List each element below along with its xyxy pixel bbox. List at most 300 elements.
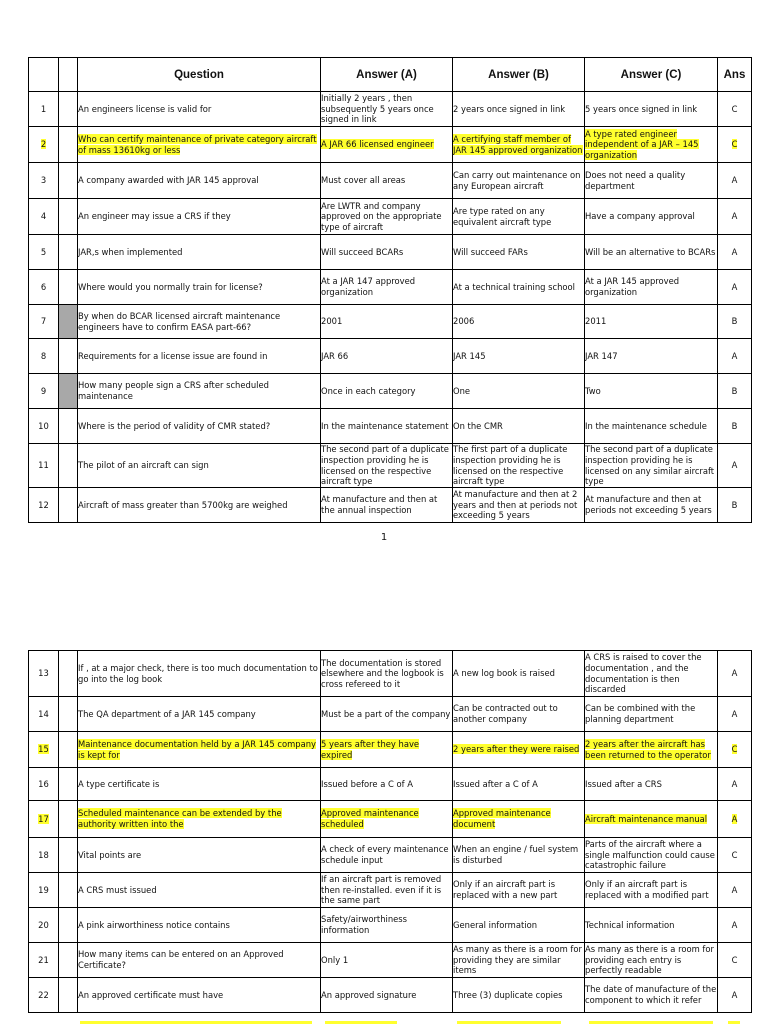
answer-a-cell (321, 801, 453, 838)
answer-c: Can be combined with the planning department (585, 703, 696, 724)
question-text: Scheduled maintenance can be extended by the authority written into the (78, 808, 282, 829)
question-text-cell (78, 92, 321, 127)
answer-a: An approved signature (321, 989, 417, 1000)
answer-a: At a JAR 147 approved organization (321, 276, 416, 297)
answer-a: A check of every maintenance schedule input (321, 844, 449, 865)
question-number-cell (29, 651, 59, 697)
question-text: JAR,s when implemented (78, 246, 183, 257)
question-row (29, 305, 752, 339)
answer-b: Three (3) duplicate copies (453, 989, 563, 1000)
correct-answer: A (731, 778, 738, 789)
question-table-body-page-1 (29, 92, 752, 523)
answer-b-cell (453, 838, 585, 873)
question-text: An engineer may issue a CRS if they (78, 211, 231, 222)
question-number-cell (29, 305, 59, 339)
question-row (29, 873, 752, 908)
question-row (29, 801, 752, 838)
correct-answer: B (731, 499, 738, 510)
answer-c: At manufacture and then at periods not exceeding 5 years (585, 494, 712, 515)
question-row (29, 374, 752, 409)
answer-c-cell (585, 838, 718, 873)
answer-c: 5 years once signed in link (585, 103, 698, 114)
answer-c: As many as there is a room for providing each entry is perfectly readable (585, 944, 714, 976)
answer-a: Safety/airworthiness information (321, 914, 408, 935)
correct-answer: A (731, 211, 738, 222)
question-text-cell (78, 163, 321, 199)
question-row (29, 978, 752, 1013)
answer-c-cell (585, 697, 718, 732)
correct-answer: C (731, 744, 738, 755)
row-marker-cell (59, 163, 78, 199)
row-marker-cell (59, 978, 78, 1013)
correct-answer-cell (718, 651, 752, 697)
answer-a-cell (321, 873, 453, 908)
row-marker-cell (59, 873, 78, 908)
answer-a: If an aircraft part is removed then re-installed. even if it is the same part (321, 874, 442, 906)
header-answer-b: Answer (B) (453, 58, 585, 92)
row-marker-cell (59, 305, 78, 339)
answer-c: Issued after a CRS (585, 778, 662, 789)
question-number-cell (29, 339, 59, 374)
answer-a: 2001 (321, 316, 343, 327)
question-row (29, 339, 752, 374)
answer-c-cell (585, 873, 718, 908)
answer-a: 5 years after they have expired (321, 738, 420, 760)
answer-a: Must cover all areas (321, 175, 406, 186)
question-text-cell (78, 697, 321, 732)
answer-c-cell (585, 374, 718, 409)
question-text: How many items can be entered on an Approved Certificate? (78, 949, 284, 970)
question-number: 4 (40, 211, 47, 222)
answer-b-cell (453, 768, 585, 801)
correct-answer: A (731, 668, 738, 679)
row-marker-cell (59, 488, 78, 523)
answer-c: Two (585, 385, 601, 396)
question-number-cell (29, 409, 59, 444)
answer-c: In the maintenance schedule (585, 420, 707, 431)
row-marker-cell (59, 838, 78, 873)
answer-b-cell (453, 270, 585, 305)
question-row (29, 199, 752, 235)
answer-c-cell (585, 978, 718, 1013)
answer-b-cell (453, 92, 585, 127)
answer-c: Parts of the aircraft where a single malfunction could cause catastrophic failure (585, 839, 715, 871)
question-text: How many people sign a CRS after scheduled maintenance (78, 380, 269, 401)
question-text: The QA department of a JAR 145 company (78, 708, 256, 719)
question-number: 11 (38, 460, 49, 471)
correct-answer-cell (718, 768, 752, 801)
question-text: A company awarded with JAR 145 approval (78, 175, 259, 186)
question-text-cell (78, 978, 321, 1013)
question-number-cell (29, 873, 59, 908)
answer-a: In the maintenance statement (321, 420, 449, 431)
row-marker-cell (59, 943, 78, 978)
header-answer-c: Answer (C) (585, 58, 718, 92)
header-answer-key: Ans (718, 58, 752, 92)
question-row (29, 943, 752, 978)
answer-c-cell (585, 768, 718, 801)
answer-a: JAR 66 (321, 350, 349, 361)
answer-a-cell (321, 199, 453, 235)
correct-answer-cell (718, 127, 752, 163)
answer-b: 2 years after they were raised (453, 744, 580, 755)
answer-b-cell (453, 199, 585, 235)
question-row (29, 92, 752, 127)
answer-b: Are type rated on any equivalent aircraft type (453, 205, 552, 227)
question-number: 17 (38, 813, 49, 824)
correct-answer-cell (718, 270, 752, 305)
question-text-cell (78, 305, 321, 339)
page-number: 1 (380, 532, 388, 543)
correct-answer: B (731, 420, 738, 431)
correct-answer-cell (718, 697, 752, 732)
answer-c-cell (585, 801, 718, 838)
answer-a-cell (321, 127, 453, 163)
answer-a-cell (321, 305, 453, 339)
answer-c-cell (585, 409, 718, 444)
answer-b: Only if an aircraft part is replaced with a new part (453, 879, 558, 900)
answer-c: Will be an alternative to BCARs (585, 246, 716, 257)
correct-answer-cell (718, 339, 752, 374)
question-number-cell (29, 978, 59, 1013)
answer-c: JAR 147 (585, 350, 618, 361)
correct-answer-cell (718, 163, 752, 199)
question-text: The pilot of an aircraft can sign (78, 460, 209, 471)
correct-answer-cell (718, 305, 752, 339)
answer-a-cell (321, 732, 453, 768)
row-marker-cell (59, 199, 78, 235)
answer-b-cell (453, 873, 585, 908)
question-text-cell (78, 235, 321, 270)
question-number-cell (29, 163, 59, 199)
question-number: 19 (38, 884, 49, 895)
correct-answer: A (731, 884, 738, 895)
answer-b: Issued after a C of A (453, 778, 538, 789)
question-number: 22 (38, 989, 49, 1000)
question-text-cell (78, 838, 321, 873)
correct-answer-cell (718, 409, 752, 444)
correct-answer-cell (718, 978, 752, 1013)
answer-b: The first part of a duplicate inspection providing he is licensed on the respective aircraft type (453, 444, 568, 487)
answer-a-cell (321, 163, 453, 199)
question-text-cell (78, 943, 321, 978)
correct-answer: A (731, 281, 738, 292)
correct-answer-cell (718, 838, 752, 873)
correct-answer: A (731, 460, 738, 471)
answer-a-cell (321, 908, 453, 943)
correct-answer-cell (718, 92, 752, 127)
answer-b: Can carry out maintenance on any European aircraft (453, 169, 581, 191)
correct-answer-cell (718, 235, 752, 270)
correct-answer-cell (718, 801, 752, 838)
answer-a: Once in each category (321, 385, 416, 396)
correct-answer-cell (718, 488, 752, 523)
answer-c-cell (585, 199, 718, 235)
question-text-cell (78, 339, 321, 374)
answer-a-cell (321, 978, 453, 1013)
answer-c: Have a company approval (585, 211, 695, 222)
answer-a-cell (321, 697, 453, 732)
answer-b-cell (453, 697, 585, 732)
correct-answer-cell (718, 908, 752, 943)
correct-answer: C (731, 849, 738, 860)
question-number-cell (29, 488, 59, 523)
answer-b-cell (453, 908, 585, 943)
question-text: Where is the period of validity of CMR stated? (78, 420, 271, 431)
question-row (29, 235, 752, 270)
answer-a: Will succeed BCARs (321, 246, 404, 257)
question-number: 14 (38, 708, 49, 719)
answer-b-cell (453, 978, 585, 1013)
correct-answer: B (731, 385, 738, 396)
row-marker-cell (59, 409, 78, 444)
answer-a-cell (321, 339, 453, 374)
correct-answer: A (731, 989, 738, 1000)
answer-b-cell (453, 943, 585, 978)
question-text: If , at a major check, there is too much documentation to go into the log book (78, 662, 318, 684)
answer-b: 2006 (453, 316, 475, 327)
answer-b-cell (453, 444, 585, 488)
correct-answer: C (731, 103, 738, 114)
correct-answer-cell (718, 943, 752, 978)
question-text: Where would you normally train for license? (78, 281, 263, 292)
answer-b: 2 years once signed in link (453, 103, 566, 114)
answer-b: When an engine / fuel system is disturbed (453, 844, 579, 865)
answer-c-cell (585, 305, 718, 339)
row-marker-cell (59, 339, 78, 374)
correct-answer-cell (718, 374, 752, 409)
answer-c: The second part of a duplicate inspection providing he is licensed on any similar aircraft type (585, 444, 715, 487)
question-text-cell (78, 374, 321, 409)
answer-a: A JAR 66 licensed engineer (321, 139, 434, 150)
answer-b: Will succeed FARs (453, 246, 528, 257)
correct-answer-cell (718, 199, 752, 235)
answer-c-cell (585, 732, 718, 768)
answer-c: At a JAR 145 approved organization (585, 276, 680, 297)
answer-c-cell (585, 444, 718, 488)
question-number-cell (29, 943, 59, 978)
answer-a-cell (321, 409, 453, 444)
answer-c-cell (585, 908, 718, 943)
answer-a-cell (321, 488, 453, 523)
question-row (29, 270, 752, 305)
question-text-cell (78, 801, 321, 838)
question-number-cell (29, 127, 59, 163)
question-number: 2 (40, 139, 47, 150)
question-number: 5 (40, 246, 47, 257)
answer-a-cell (321, 651, 453, 697)
answer-a: The documentation is stored elsewhere and the logbook is cross refereed to it (321, 657, 444, 689)
row-marker-cell (59, 801, 78, 838)
answer-c-cell (585, 127, 718, 163)
question-row (29, 488, 752, 523)
question-number-cell (29, 768, 59, 801)
answer-a-cell (321, 838, 453, 873)
answer-a-cell (321, 444, 453, 488)
answer-a: Are LWTR and company approved on the appropriate type of aircraft (321, 200, 442, 232)
question-text-cell (78, 409, 321, 444)
question-number-cell (29, 374, 59, 409)
correct-answer: C (731, 954, 738, 965)
row-marker-cell (59, 92, 78, 127)
answer-a-cell (321, 943, 453, 978)
question-row (29, 127, 752, 163)
answer-c-cell (585, 235, 718, 270)
question-number: 10 (38, 420, 49, 431)
answer-b: As many as there is a room for providing they are similar items (453, 944, 582, 976)
question-text-cell (78, 768, 321, 801)
question-text: Vital points are (78, 849, 142, 860)
question-number: 13 (38, 668, 49, 679)
question-number-cell (29, 801, 59, 838)
answer-c: Aircraft maintenance manual (585, 813, 708, 824)
question-row (29, 838, 752, 873)
correct-answer: A (731, 350, 738, 361)
answer-b: At manufacture and then at 2 years and then at periods not exceeding 5 years (453, 489, 578, 521)
header-marker (59, 58, 78, 92)
question-text-cell (78, 444, 321, 488)
answer-c: Technical information (585, 919, 675, 930)
question-text-cell (78, 270, 321, 305)
question-number-cell (29, 732, 59, 768)
answer-c: A CRS is raised to cover the documentation , and the documentation is then discarded (585, 652, 702, 695)
question-row (29, 732, 752, 768)
answer-c: Does not need a quality department (585, 169, 686, 191)
question-row (29, 163, 752, 199)
correct-answer: A (731, 175, 738, 186)
correct-answer: C (731, 139, 738, 150)
correct-answer: A (731, 246, 738, 257)
answer-b-cell (453, 235, 585, 270)
answer-a: Only 1 (321, 954, 349, 965)
row-marker-cell (59, 768, 78, 801)
row-marker-cell (59, 908, 78, 943)
question-number-cell (29, 270, 59, 305)
question-text-cell (78, 732, 321, 768)
answer-b-cell (453, 374, 585, 409)
answer-b: On the CMR (453, 420, 503, 431)
question-number: 8 (40, 350, 47, 361)
question-text: Maintenance documentation held by a JAR 145 company is kept for (78, 738, 316, 760)
question-number-cell (29, 444, 59, 488)
answer-a: Must be a part of the company (321, 708, 451, 719)
question-number: 15 (38, 744, 49, 755)
header-question: Question (78, 58, 321, 92)
question-row (29, 444, 752, 488)
question-number: 12 (38, 499, 49, 510)
correct-answer: B (731, 316, 738, 327)
question-row (29, 409, 752, 444)
answer-b-cell (453, 801, 585, 838)
row-marker-cell (59, 270, 78, 305)
answer-b-cell (453, 339, 585, 374)
answer-c-cell (585, 339, 718, 374)
row-marker-cell (59, 651, 78, 697)
row-marker-cell (59, 127, 78, 163)
question-number: 6 (40, 281, 47, 292)
question-text: Who can certify maintenance of private category aircraft of mass 13610kg or less (78, 133, 317, 155)
question-text: By when do BCAR licensed aircraft maintenance engineers have to confirm EASA part-66? (78, 310, 281, 332)
question-table-page-1 (28, 57, 752, 523)
question-number: 20 (38, 919, 49, 930)
answer-b: One (453, 385, 471, 396)
answer-c-cell (585, 92, 718, 127)
answer-b-cell (453, 305, 585, 339)
question-number-cell (29, 199, 59, 235)
question-table-page-2 (28, 650, 752, 1013)
answer-c: A type rated engineer independent of a JAR – 145 organization (585, 128, 699, 160)
question-text: Aircraft of mass greater than 5700kg are weighed (78, 499, 288, 510)
question-number: 18 (38, 849, 49, 860)
answer-b: Approved maintenance document (453, 808, 551, 829)
question-row (29, 651, 752, 697)
answer-b: Can be contracted out to another company (453, 703, 558, 724)
answer-a-cell (321, 92, 453, 127)
row-marker-cell (59, 697, 78, 732)
question-number: 16 (38, 778, 49, 789)
table-header-row (29, 58, 752, 92)
answer-b: General information (453, 919, 538, 930)
question-text: Requirements for a license issue are found in (78, 350, 268, 361)
question-row (29, 768, 752, 801)
answer-b-cell (453, 732, 585, 768)
question-text: An engineers license is valid for (78, 103, 212, 114)
answer-b: JAR 145 (453, 350, 486, 361)
answer-b-cell (453, 651, 585, 697)
question-row (29, 697, 752, 732)
question-number-cell (29, 838, 59, 873)
correct-answer: A (731, 708, 738, 719)
question-text-cell (78, 127, 321, 163)
question-number: 3 (40, 175, 47, 186)
correct-answer-cell (718, 873, 752, 908)
correct-answer: A (731, 919, 738, 930)
question-number: 9 (40, 385, 47, 396)
answer-c: 2011 (585, 316, 607, 327)
answer-a: Initially 2 years , then subsequently 5 years once signed in link (321, 93, 434, 125)
question-text-cell (78, 908, 321, 943)
question-table-body-page-2 (29, 651, 752, 1013)
correct-answer: A (731, 813, 738, 824)
question-text-cell (78, 873, 321, 908)
question-number-cell (29, 92, 59, 127)
answer-a-cell (321, 768, 453, 801)
answer-b: A certifying staff member of JAR 145 approved organization (453, 133, 583, 155)
answer-c-cell (585, 651, 718, 697)
question-number: 1 (40, 103, 47, 114)
answer-b-cell (453, 127, 585, 163)
answer-a-cell (321, 374, 453, 409)
correct-answer-cell (718, 444, 752, 488)
question-number-cell (29, 697, 59, 732)
row-marker-cell (59, 374, 78, 409)
answer-b-cell (453, 163, 585, 199)
question-number: 7 (40, 316, 47, 327)
question-number: 21 (38, 954, 49, 965)
answer-a: At manufacture and then at the annual inspection (321, 494, 438, 515)
answer-c-cell (585, 270, 718, 305)
answer-a-cell (321, 270, 453, 305)
answer-c: Only if an aircraft part is replaced with a modified part (585, 879, 709, 900)
answer-b: A new log book is raised (453, 668, 555, 679)
header-answer-a: Answer (A) (321, 58, 453, 92)
correct-answer-cell (718, 732, 752, 768)
question-row (29, 908, 752, 943)
row-marker-cell (59, 444, 78, 488)
answer-c: The date of manufacture of the component to which it refer (585, 984, 717, 1005)
answer-a: The second part of a duplicate inspection providing he is licensed on the respective aircraft type (321, 444, 449, 487)
question-text-cell (78, 651, 321, 697)
